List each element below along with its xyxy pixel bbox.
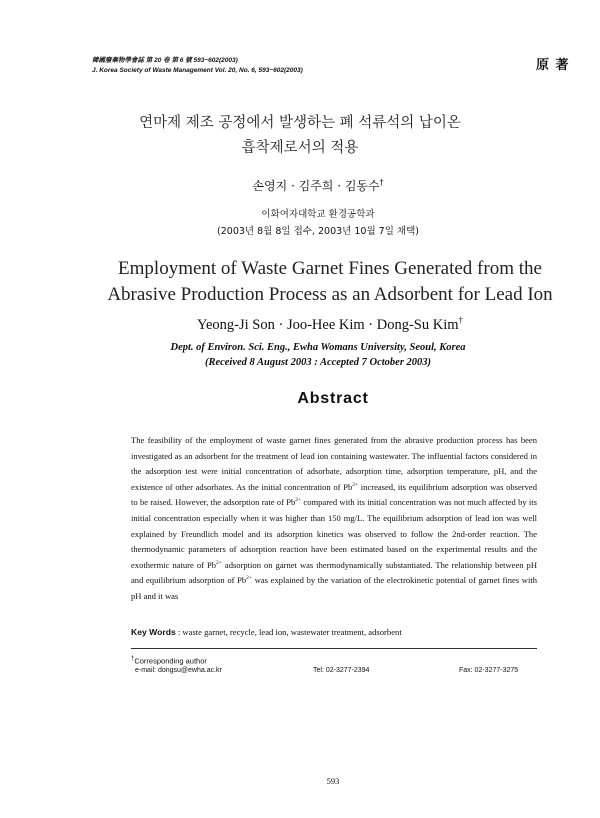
- english-author-names: Yeong-Ji Son · Joo-Hee Kim · Dong-Su Kim: [196, 316, 459, 333]
- footnote-mark: †: [131, 656, 135, 662]
- korean-title-line1: 연마제 제조 공정에서 발생하는 폐 석류석의 납이온: [139, 115, 461, 131]
- english-authors: [0, 315, 600, 334]
- abstract-text-part1: The feasibility of the employment of waste garnet fines generated from the abrasive production process has been investigated as an adsorbent for the treatment of lead ion containing wastewater. The influential factors considered in the adsorption test were initial concentration of adsorbate, adsorption time, adsorption temperature, pH, and the existence of other adsorbates. As the initial concentration of: [131, 435, 537, 492]
- abstract-text-part5: was explained by the variation of the electrokinetic potential of garnet fines with pH and it was: [131, 575, 537, 601]
- lead-ion-charge: 2+: [216, 559, 222, 566]
- keywords-separator: :: [175, 627, 183, 637]
- lead-ion-charge: 2+: [352, 481, 359, 488]
- corresponding-author-mark-english: †: [458, 315, 464, 325]
- abstract-text-part2: increased, its equilibrium adsorption was observed to be raised. However, the adsorption rate of: [131, 481, 537, 508]
- lead-ion-charge: 2+: [246, 575, 253, 582]
- footnote-label: Corresponding author: [134, 656, 207, 666]
- abstract-body: [131, 433, 537, 605]
- journal-name-korean: 韓國廢棄物學會誌 第 20 卷 第 6 號 593~602(2003): [92, 57, 238, 64]
- footnote-email: e-mail: dongsu@ewha.ac.kr: [135, 667, 222, 674]
- article-type-badge: 原 著: [536, 58, 570, 73]
- abstract-heading: Abstract: [297, 390, 369, 407]
- korean-received-dates: (2003년 8월 8일 접수, 2003년 10월 7일 채택): [217, 226, 419, 237]
- lead-ion-symbol: Pb: [237, 575, 247, 586]
- lead-ion-symbol: Pb: [343, 481, 353, 492]
- korean-authors: [0, 177, 600, 194]
- korean-author-names: 손영지 · 김주희 · 김동수: [252, 179, 380, 193]
- english-title-line2: Abrasive Production Process as an Adsorbent for Lead Ion: [107, 284, 553, 305]
- abstract-text-part4: adsorption on garnet was thermodynamically substantiated. The relationship between pH and equilibrium adsorption of: [131, 559, 537, 586]
- footnote-telephone: Tel: 02-3277-2394: [313, 667, 370, 674]
- corresponding-author-note: [131, 654, 207, 667]
- footnote-fax: Fax: 02-3277-3275: [459, 667, 519, 674]
- korean-title-line2: 흡착제로서의 적용: [241, 140, 359, 156]
- keywords-label: Key Words: [131, 627, 176, 637]
- journal-name-english: J. Korea Society of Waste Management Vol. 20, No. 6, 593~602(2003): [92, 67, 303, 74]
- keywords-text: waste garnet, recycle, lead ion, wastewater treatment, adsorbent: [182, 627, 402, 637]
- english-affiliation: Dept. of Environ. Sci. Eng., Ewha Womans University, Seoul, Korea: [170, 342, 466, 353]
- page-number: 593: [326, 776, 340, 786]
- journal-header: [92, 56, 303, 76]
- footnote-divider: [131, 648, 537, 649]
- english-title-line1: Employment of Waste Garnet Fines Generated from the: [118, 258, 542, 279]
- korean-affiliation: 이화여자대학교 환경공학과: [261, 209, 375, 220]
- corresponding-author-mark: †: [379, 178, 384, 187]
- lead-ion-charge: 2+: [295, 497, 302, 504]
- keywords-line: [131, 627, 402, 637]
- lead-ion-symbol: Pb: [206, 559, 217, 570]
- english-received-dates: (Received 8 August 2003 : Accepted 7 October 2003): [204, 357, 432, 368]
- abstract-text-part3: compared with its initial concentration was not much affected by its initial concentration especially when it was higher than 150 mg/L. The equilibrium adsorption of lead ion was well explained by Freundlich model and its adsorption kinetics was observed to follow the 2nd-order reaction. The thermodynamic parameters of adsorption reaction have been estimated based on the experimental results and the exothermic nature of: [131, 497, 537, 570]
- lead-ion-symbol: Pb: [286, 497, 296, 508]
